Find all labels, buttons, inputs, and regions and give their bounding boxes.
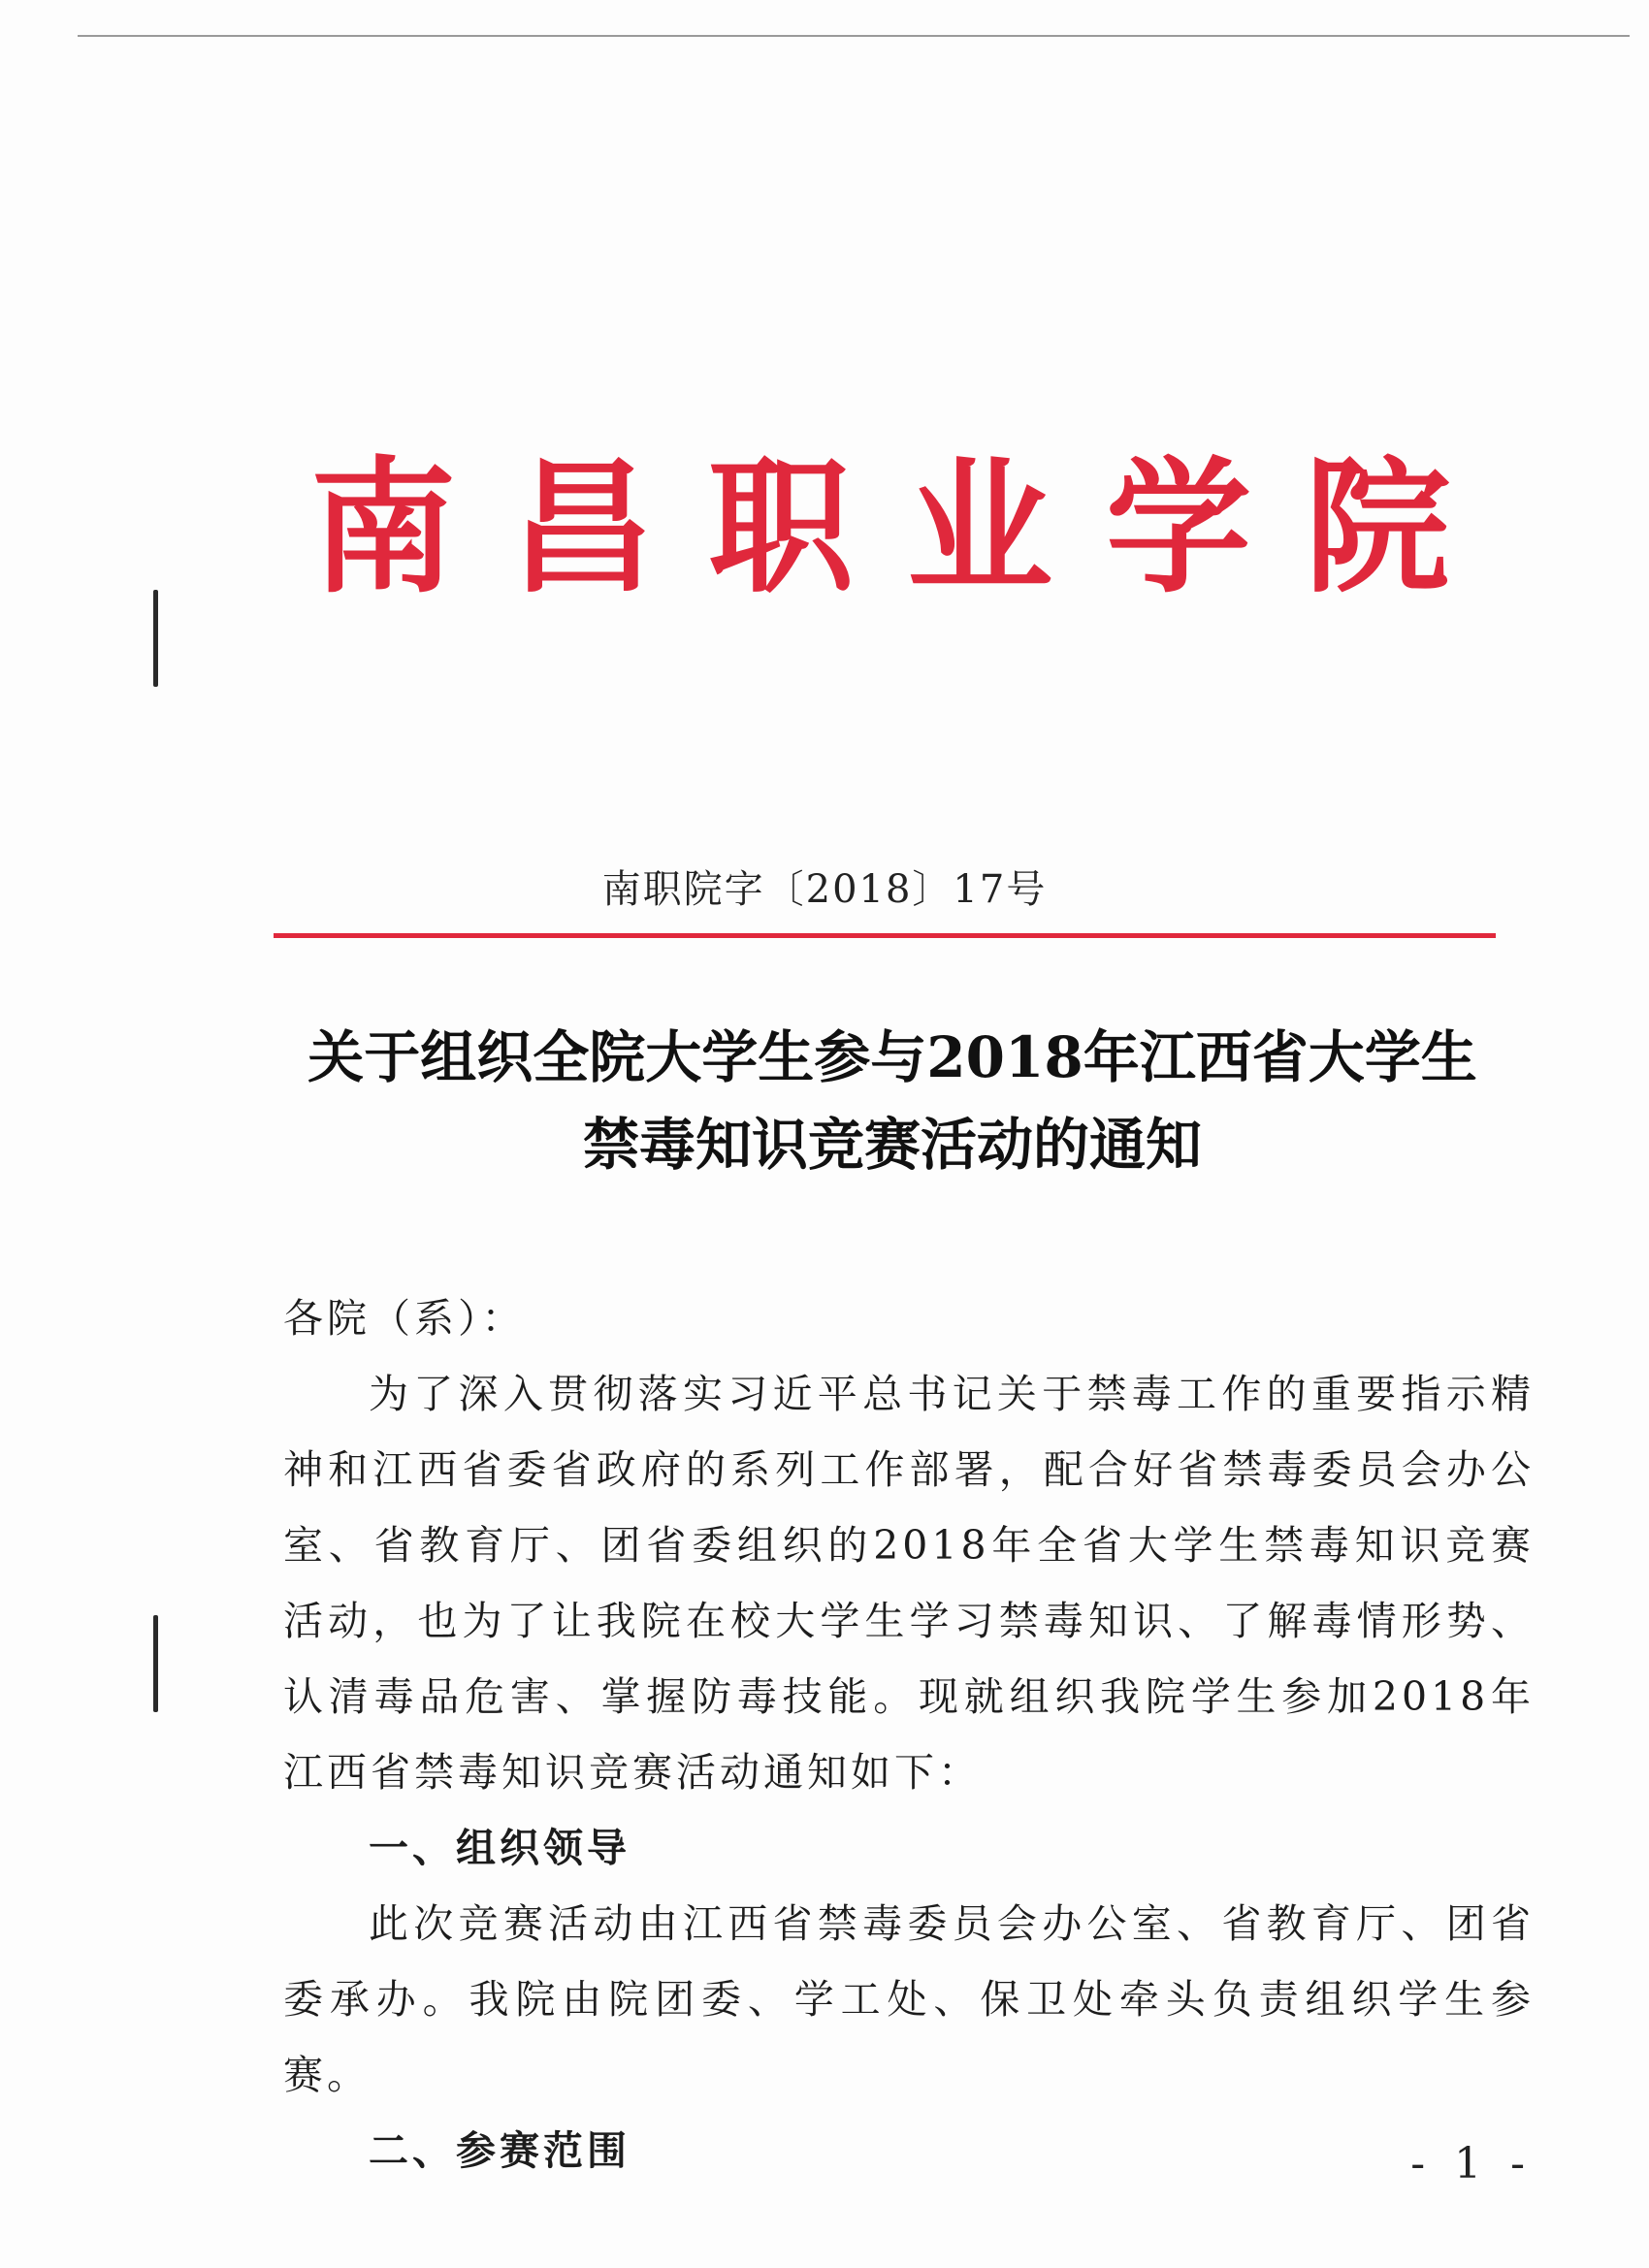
intro-paragraph: 为了深入贯彻落实习近平总书记关于禁毒工作的重要指示精神和江西省委省政府的系列工作部署，配合好省禁毒委员会办公室、省教育厅、团省委组织的2018年全省大学生禁毒知识竞赛活动，也为了让我院在校大学生学习禁毒知识、了解毒情形势、认清毒品危害、掌握防毒技能。现就组织我院学生参加2018年江西省禁毒知识竞赛活动通知如下： (283, 1371, 1535, 1796)
document-number: 南职院字〔2018〕17号 (601, 867, 1048, 912)
institution-header: 南昌职业学院 (310, 444, 1504, 613)
section-1-paragraph: 此次竞赛活动由江西省禁毒委员会办公室、省教育厅、团省委承办。我院由院团委、学工处、保卫处牵头负责组织学生参赛。 (283, 1900, 1535, 2098)
binding-mark-upper (153, 590, 158, 687)
page-number: - 1 - (1410, 2139, 1533, 2188)
section-1-heading: 一、组织领导 (369, 1825, 630, 1871)
notice-body (283, 1280, 1535, 2188)
notice-title (252, 1014, 1533, 1188)
notice-title-line-2: 禁毒知识竞赛活动的通知 (582, 1112, 1202, 1178)
notice-title-line-1: 关于组织全院大学生参与2018年江西省大学生 (307, 1024, 1477, 1090)
section-2-heading: 二、参赛范围 (369, 2127, 630, 2174)
binding-mark-lower (153, 1615, 158, 1712)
red-divider-rule (274, 933, 1496, 938)
scan-edge-line (78, 35, 1630, 37)
salutation: 各院（系）： (283, 1295, 526, 1342)
